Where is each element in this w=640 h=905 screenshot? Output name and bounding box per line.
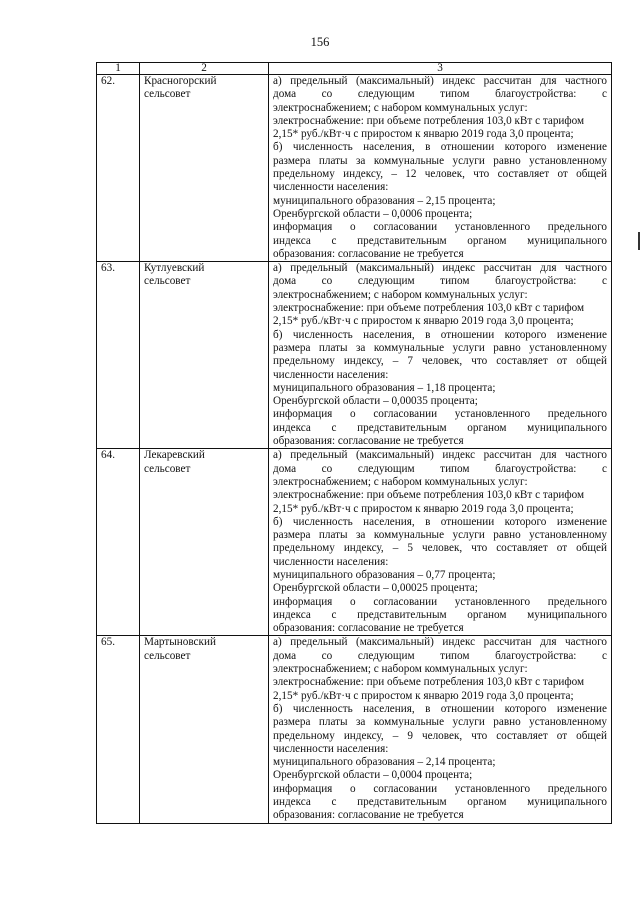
settlement-name-line: сельсовет — [144, 462, 191, 475]
description-line: муниципального образования – 1,18 процента; — [273, 381, 496, 394]
description-line: размера платы за коммунальные услуги равно установленному — [273, 341, 607, 354]
description-line: муниципального образования – 2,14 процента; — [273, 756, 496, 769]
description-line: б) численность населения, в отношении которого изменение — [273, 702, 607, 715]
description-line: предельному индексу, – 7 человек, что составляет от общей — [273, 355, 607, 368]
description-line: индекса с представительным органом муниципального — [273, 608, 607, 621]
header-row — [97, 63, 612, 75]
description-line: численности населения: — [273, 555, 389, 568]
description-line: информация о согласовании установленного предельного — [273, 595, 607, 608]
description-line: б) численность населения, в отношении которого изменение — [273, 515, 607, 528]
description-line: численности населения: — [273, 181, 389, 194]
settlement-name-line: Лекаревский — [144, 449, 205, 462]
description-line: предельному индексу, – 12 человек, что составляет от общей — [273, 168, 607, 181]
description-line: 2,15* руб./кВт·ч с приростом к январю 2019 года 3,0 процента; — [273, 502, 574, 515]
description-line: информация о согласовании установленного предельного — [273, 782, 607, 795]
settlement-name — [140, 636, 269, 823]
description-line: образования: согласование не требуется — [273, 435, 464, 448]
description-line: электроснабжением; с набором коммунальных услуг: — [273, 475, 528, 488]
table-body — [97, 75, 612, 824]
description-line: а) предельный (максимальный) индекс рассчитан для частного — [273, 449, 607, 462]
description-line: электроснабжение: при объеме потребления 103,0 кВт с тарифом — [273, 489, 585, 502]
row-number: 63. — [97, 262, 140, 449]
settlement-name-line: сельсовет — [144, 88, 191, 101]
description-line: электроснабжением; с набором коммунальных услуг: — [273, 288, 528, 301]
description-line: электроснабжение: при объеме потребления 103,0 кВт с тарифом — [273, 676, 585, 689]
index-description — [269, 449, 612, 636]
description-line: индекса с представительным органом муниципального — [273, 796, 607, 809]
description-line: размера платы за коммунальные услуги равно установленному — [273, 154, 607, 167]
index-description — [269, 262, 612, 449]
description-line: информация о согласовании установленного предельного — [273, 408, 607, 421]
description-line: предельному индексу, – 9 человек, что составляет от общей — [273, 729, 607, 742]
description-line: а) предельный (максимальный) индекс рассчитан для частного — [273, 262, 607, 275]
row-number: 65. — [97, 636, 140, 823]
description-line: образования: согласование не требуется — [273, 622, 464, 635]
description-line: муниципального образования – 2,15 процента; — [273, 194, 496, 207]
description-line: индекса с представительным органом муниципального — [273, 234, 607, 247]
header-col-3: 3 — [269, 63, 612, 75]
row-number: 62. — [97, 75, 140, 262]
settlement-name-line: Мартыновский — [144, 636, 216, 649]
settlement-name — [140, 262, 269, 449]
description-line: предельному индексу, – 5 человек, что составляет от общей — [273, 542, 607, 555]
description-line: электроснабжением; с набором коммунальных услуг: — [273, 663, 528, 676]
description-line: муниципального образования – 0,77 процента; — [273, 568, 496, 581]
description-line: б) численность населения, в отношении которого изменение — [273, 141, 607, 154]
description-line: электроснабжение: при объеме потребления 103,0 кВт с тарифом — [273, 302, 585, 315]
description-line: образования: согласование не требуется — [273, 247, 464, 260]
description-line: дома со следующим типом благоустройства: с — [273, 649, 607, 662]
description-line: дома со следующим типом благоустройства: с — [273, 462, 607, 475]
description-line: информация о согласовании установленного предельного — [273, 221, 607, 234]
table-row — [97, 636, 612, 823]
index-description — [269, 636, 612, 823]
table-row — [97, 75, 612, 262]
settlement-name-line: сельсовет — [144, 649, 191, 662]
description-line: численности населения: — [273, 368, 389, 381]
table-row — [97, 262, 612, 449]
settlement-name — [140, 449, 269, 636]
page-number: 156 — [310, 35, 330, 49]
description-line: размера платы за коммунальные услуги равно установленному — [273, 529, 607, 542]
header-col-1: 1 — [97, 63, 140, 75]
description-line: Оренбургской области – 0,00035 процента; — [273, 395, 478, 408]
settlement-name-line: сельсовет — [144, 275, 191, 288]
row-number: 64. — [97, 449, 140, 636]
settlement-name — [140, 75, 269, 262]
settlement-name-line: Красногорский — [144, 75, 217, 87]
settlement-name-line: Кутлуевский — [144, 262, 205, 275]
description-line: дома со следующим типом благоустройства: с — [273, 88, 607, 101]
description-line: индекса с представительным органом муниципального — [273, 421, 607, 434]
description-line: размера платы за коммунальные услуги равно установленному — [273, 716, 607, 729]
description-line: а) предельный (максимальный) индекс рассчитан для частного — [273, 636, 607, 649]
description-line: а) предельный (максимальный) индекс рассчитан для частного — [273, 75, 607, 87]
table-row — [97, 449, 612, 636]
description-line: Оренбургской области – 0,00025 процента; — [273, 582, 478, 595]
description-line: 2,15* руб./кВт·ч с приростом к январю 2019 года 3,0 процента; — [273, 689, 574, 702]
description-line: Оренбургской области – 0,0004 процента; — [273, 769, 473, 782]
description-line: 2,15* руб./кВт·ч с приростом к январю 2019 года 3,0 процента; — [273, 315, 574, 328]
index-description — [269, 75, 612, 262]
description-line: Оренбургской области – 0,0006 процента; — [273, 207, 473, 220]
description-line: электроснабжением; с набором коммунальных услуг: — [273, 101, 528, 114]
header-col-2: 2 — [140, 63, 269, 75]
description-line: б) численность населения, в отношении которого изменение — [273, 328, 607, 341]
description-line: электроснабжение: при объеме потребления 103,0 кВт с тарифом — [273, 114, 585, 127]
document-table — [96, 62, 612, 824]
description-line: численности населения: — [273, 742, 389, 755]
description-line: 2,15* руб./кВт·ч с приростом к январю 2019 года 3,0 процента; — [273, 128, 574, 141]
description-line: дома со следующим типом благоустройства: с — [273, 275, 607, 288]
description-line: образования: согласование не требуется — [273, 809, 464, 822]
